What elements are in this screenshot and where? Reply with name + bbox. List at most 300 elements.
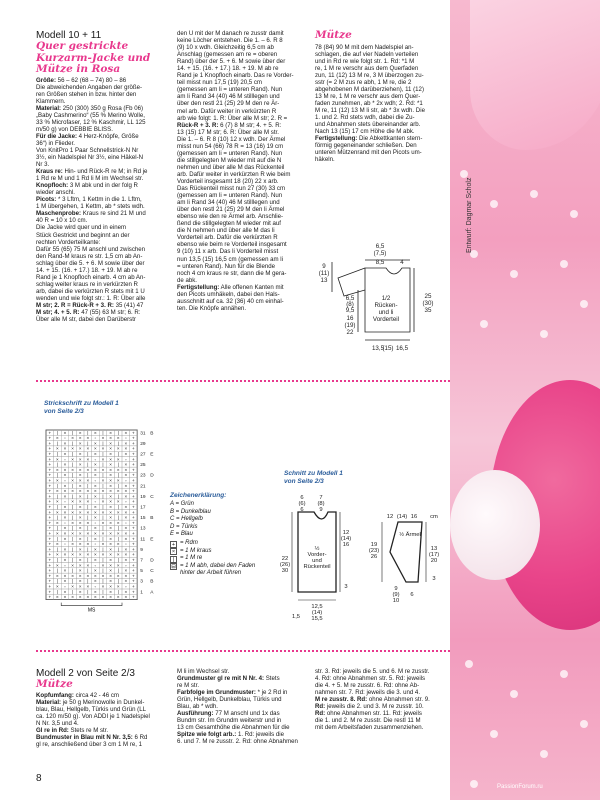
chart-stitch: | (117, 589, 119, 595)
model-script-title-1: Quer gestrickte (36, 40, 129, 52)
chart-stitch: × (116, 488, 120, 494)
chart-stitch: × (71, 446, 74, 452)
chart-stitch: × (71, 488, 74, 494)
instruction-line: M li im Wechsel str. (177, 668, 230, 675)
chart-stitch: | (87, 462, 89, 468)
chart-stitch: × (94, 515, 97, 521)
chart-stitch: | (71, 546, 74, 552)
chart-stitch: ▫ (124, 520, 127, 526)
chart-stitch: × (86, 520, 90, 526)
chart-stitch: × (56, 562, 59, 568)
chart-stitch: | (102, 504, 104, 510)
svg-text:13,5: 13,5 (371, 345, 385, 352)
chart-stitch: × (124, 493, 128, 499)
instruction-line: und in Rd re wie folgt str. 1. Rd: *1 M (315, 57, 415, 65)
chart-stitch: ▫ (64, 520, 66, 526)
chart-row-number: 19 (140, 494, 146, 500)
chart-stitch: + (132, 440, 135, 446)
legend-color-e: E = Blau (170, 531, 193, 538)
chart-stitch: × (56, 531, 59, 536)
instruction-line: Die Jacke wird quer und in einem (36, 224, 127, 232)
chart-stitch: × (124, 467, 128, 473)
chart-stitch: + (132, 594, 135, 600)
instruction-line: ebenso wie beim re Vorderteil insgesamt (177, 241, 287, 249)
chart-stitch: + (132, 546, 135, 552)
chart-stitch: × (109, 520, 112, 526)
svg-text:22: 22 (281, 556, 289, 562)
chart-stitch: × (109, 435, 112, 441)
svg-text:12: 12 (342, 530, 350, 536)
chart-stitch: | (56, 430, 59, 436)
svg-text:7: 7 (319, 495, 323, 501)
svg-text:(17): (17) (428, 552, 440, 558)
chart-stitch: × (116, 467, 120, 473)
svg-text:26: 26 (370, 554, 378, 560)
chart-stitch: × (78, 536, 82, 542)
chart-stitch: | (56, 493, 59, 499)
chart-stitch: × (86, 467, 90, 473)
chart-stitch: × (78, 531, 82, 536)
chart-stitch: × (56, 520, 59, 526)
chart-stitch: | (87, 515, 89, 521)
chart-stitch: + (132, 430, 135, 436)
instruction-line: 13 (15) 17 M str; 6. R: Über alle M str. (177, 128, 279, 136)
chart-stitch: × (94, 552, 97, 558)
instruction-line: Ausführung: 77 M anschl und 1x das (177, 710, 280, 718)
chart-stitch: × (101, 594, 105, 600)
chart-stitch: + (132, 568, 135, 574)
chart-stitch: × (109, 446, 112, 452)
chart-stitch: ▫ (94, 456, 97, 462)
svg-text:Rückenteil: Rückenteil (303, 564, 331, 570)
chart-stitch: × (86, 562, 90, 568)
chart-stitch: | (102, 440, 104, 446)
chart-stitch: × (109, 525, 112, 531)
instruction-line: 36“) in Flieder. (36, 139, 75, 147)
chart-stitch: ▫ (94, 435, 97, 441)
model-script-title-2: Kurzarm-Jacke und (36, 51, 151, 64)
chart-stitch: × (124, 509, 128, 515)
chart-stitch: + (48, 478, 52, 483)
instruction-line: Anschlag (gemessen am re = oberen (177, 51, 278, 59)
chart-row-number: 29 (140, 441, 146, 447)
chart-stitch: × (63, 483, 67, 489)
chart-stitch: | (56, 568, 59, 574)
chart-stitch: × (116, 541, 120, 547)
svg-text:4: 4 (400, 259, 404, 266)
chart-stitch: × (124, 573, 128, 579)
instruction-line: den Rand-M kraus re str. 1,5 cm ab An- (36, 252, 143, 260)
instruction-line: 6. und 7. M re zusstr. 2. Rd: ohne Abnahmen (177, 738, 298, 746)
chart-stitch: | (71, 430, 74, 436)
chart-stitch: + (132, 472, 135, 478)
edge-stitch-icon: + (171, 541, 176, 548)
instruction-line: re, 1 M re verschr aus dem Querfaden (315, 64, 419, 72)
chart-stitch: × (94, 440, 97, 446)
chart-stitch: × (109, 552, 112, 558)
chart-stitch: × (63, 578, 67, 584)
chart-stitch: | (102, 451, 104, 457)
svg-text:(14): (14) (311, 610, 323, 616)
svg-text:6: 6 (300, 495, 304, 501)
chart-stitch: | (87, 536, 89, 542)
chart-stitch: | (56, 504, 59, 510)
chart-stitch: ▫ (124, 435, 127, 441)
svg-text:(8): (8) (346, 301, 354, 308)
svg-text:(30): (30) (422, 300, 434, 307)
jacket-schematic (310, 240, 448, 370)
chart-stitch: + (48, 499, 52, 505)
chart-stitch: × (63, 531, 67, 536)
chart-stitch: | (117, 568, 119, 574)
chart-stitch: × (116, 509, 120, 515)
chart-stitch: ▫ (124, 541, 127, 547)
chart-stitch: × (78, 525, 82, 531)
instruction-line: den Picots umhäkeln, dabei den Hals- (177, 290, 280, 298)
svg-text:9: 9 (319, 507, 323, 513)
instruction-line: 9 (10) 11 x arb. Das li Vorderteil misst (177, 248, 279, 256)
chart-stitch: × (94, 472, 97, 478)
chart-stitch: × (63, 472, 67, 478)
chart-stitch: × (86, 488, 90, 494)
chart-stitch: × (101, 509, 105, 515)
chart-stitch: × (71, 456, 74, 462)
chart-stitch: × (94, 578, 97, 584)
instruction-line: m/50 g) von DEBBIE BLISS. (36, 125, 113, 133)
chart-stitch: + (132, 562, 135, 568)
instruction-line: nun 13,5 (15) 16,5 cm (gemessen am li (177, 255, 284, 263)
instruction-line: Picots: * 3 Lftm, 1 Kettm in die 1. Lftm, (36, 196, 142, 204)
instruction-line: 4. Rd: ohne Abnahmen str. 5. Rd: jeweils (315, 675, 426, 683)
svg-text:13: 13 (320, 277, 328, 284)
instruction-line: Das Rückenteil misst nun 27 (30) 33 cm (177, 185, 286, 193)
chart-stitch: × (124, 446, 128, 452)
chart-stitch: × (71, 520, 74, 526)
chart-stitch: + (132, 578, 135, 584)
chart-stitch: | (117, 525, 119, 531)
chart-stitch: | (71, 493, 74, 499)
svg-text:(19): (19) (344, 322, 356, 329)
chart-stitch: × (56, 499, 59, 505)
chart-stitch: + (132, 552, 135, 558)
chart-stitch: | (102, 546, 104, 552)
chart-stitch: + (48, 573, 52, 579)
chart-stitch: | (56, 525, 59, 531)
chart-stitch: × (124, 536, 128, 542)
chart-stitch: | (117, 536, 119, 542)
chart-stitch: | (71, 568, 74, 574)
instruction-line: Über alle M str, dabei den Darüberstr (36, 316, 136, 324)
chart-stitch: × (124, 504, 128, 510)
chart-stitch: × (116, 456, 120, 462)
chart-stitch: | (87, 525, 89, 531)
chart-stitch: × (116, 499, 120, 505)
chart-stitch: × (94, 557, 97, 563)
instruction-line: ren Größen stehen in bzw. hinter den (36, 90, 137, 98)
chart-stitch: × (63, 446, 67, 452)
chart-stitch: × (116, 435, 120, 441)
instruction-line: 78 (84) 90 M mit dem Nadelspiel an- (315, 43, 414, 51)
chart-row-color: C (150, 569, 154, 575)
chart-stitch: | (87, 483, 89, 489)
chart-stitch: × (71, 562, 74, 568)
chart-stitch: × (78, 520, 82, 526)
chart-stitch: × (124, 594, 128, 600)
chart-stitch: × (56, 467, 59, 473)
svg-text:½: ½ (314, 546, 320, 552)
instruction-line: 14. + 15. (16. + 17.) 18. + 19. M ab re (177, 65, 279, 73)
chart-legend (170, 492, 270, 578)
chart-stitch: + (48, 594, 52, 600)
chart-stitch: × (56, 435, 59, 441)
chart-stitch: + (48, 493, 52, 499)
instruction-line: ßend die stillgelegten M wieder mit auf (177, 220, 281, 228)
chart-stitch: × (94, 568, 97, 574)
chart-stitch: × (109, 541, 112, 547)
svg-text:16: 16 (346, 315, 354, 322)
chart-stitch: + (132, 589, 135, 595)
instruction-line: die 4. + 5. M re zusstr. 6. Rd: ohne Ab- (315, 682, 420, 690)
legend-color-c: C = Hellgelb (170, 516, 203, 523)
chart-stitch: + (132, 446, 135, 452)
instruction-line: nahmen str. 7. Rd: jeweils die 3. und 4. (315, 689, 421, 697)
chart-stitch: × (78, 472, 82, 478)
legend-symbol: × = 1 M kraus (171, 547, 212, 556)
chart-stitch: | (71, 451, 74, 457)
chart-row-number: 15 (140, 516, 146, 522)
svg-text:6: 6 (300, 507, 304, 513)
chart-stitch: | (71, 483, 74, 489)
instruction-line: Von KnitPro 1 Paar Schnellstrick-N Nr (36, 146, 139, 154)
chart-stitch: | (71, 472, 74, 478)
chart-stitch: + (132, 525, 135, 531)
chart-stitch: × (63, 552, 67, 558)
instruction-line: Stück Gestrickt und beginnt an der (36, 231, 130, 239)
chart-stitch: ▫ (64, 541, 66, 547)
instruction-line: Blau, ab * wdh. (177, 703, 218, 711)
chart-row-number: 17 (140, 505, 146, 511)
chart-stitch: ▫ (94, 584, 97, 589)
svg-text:15,5: 15,5 (311, 616, 323, 622)
chart-stitch: × (109, 584, 112, 589)
chart-stitch: × (124, 483, 128, 489)
chart-stitch: | (87, 578, 89, 584)
chart-stitch: × (86, 584, 90, 589)
chart-stitch: × (78, 478, 82, 483)
section-divider (36, 380, 450, 382)
chart-stitch: ▫ (124, 499, 127, 505)
chart-stitch: × (109, 573, 112, 579)
chart-stitch: × (94, 536, 97, 542)
svg-text:(7,5): (7,5) (373, 250, 387, 257)
chart-stitch: | (117, 430, 119, 436)
chart-stitch: + (132, 483, 135, 489)
chart-stitch: × (56, 478, 59, 483)
chart-stitch: × (94, 531, 97, 536)
dot-pattern (510, 270, 518, 278)
chart-stitch: + (132, 478, 135, 483)
chart-stitch: × (124, 557, 128, 563)
instruction-line: Die abweichenden Angaben der größe- (36, 83, 143, 91)
chart-row-number: 5 (140, 569, 143, 575)
model-script-title-3: Mütze in Rosa (36, 63, 121, 75)
instruction-line: sstr (= 2 M zus re abh, 1 M re, die 2 (315, 78, 412, 86)
model-2-heading: Modell 2 von Seite 2/3 (36, 668, 135, 679)
chart-stitch: × (63, 536, 67, 542)
instruction-line: 3½, ein Nadelspiel Nr 3½, eine Häkel-N (36, 154, 144, 162)
instruction-line: ebenso wie den re Ärmel arb. Anschlie- (177, 213, 284, 221)
svg-text:16: 16 (342, 542, 350, 548)
instruction-line: Farbfolge im Grundmuster: * je 2 Rd in (177, 689, 288, 697)
chart-stitch: + (48, 531, 52, 536)
chart-stitch: × (94, 493, 97, 499)
chart-stitch: × (94, 451, 97, 457)
chart-stitch: | (117, 462, 119, 468)
instruction-line: Rück-R + 3. R: 6 (7) 8 M str; 4. + 5. R: (177, 121, 282, 129)
chart-stitch: × (109, 440, 112, 446)
chart-stitch: × (116, 478, 120, 483)
chart-stitch: × (78, 446, 82, 452)
ms-bracket (61, 603, 122, 606)
chart-stitch: + (132, 531, 135, 536)
instruction-line: zun, 11 (12) 13 M re, 3 M überzogen zu- (315, 71, 424, 79)
chart-stitch: + (48, 589, 52, 595)
chart-stitch: × (86, 446, 90, 452)
chart-stitch: × (109, 536, 112, 542)
instruction-line: Gl re in Rd: Stets re M str. (36, 726, 109, 734)
instruction-line: M re, 11 (12) 13 M li str, ab * 3x wdh. Die (315, 106, 425, 114)
chart-stitch: + (132, 499, 135, 505)
muetze-instructions-column (315, 30, 440, 163)
chart-stitch: × (78, 568, 82, 574)
instruction-line: schlag weiter kraus re in verkürzten R (36, 280, 138, 288)
chart-stitch: × (109, 467, 112, 473)
chart-stitch: + (48, 520, 52, 526)
chart-stitch: × (63, 568, 67, 574)
chart-row-color: D (150, 558, 154, 564)
chart-stitch: + (132, 456, 135, 462)
chart-stitch: | (56, 515, 59, 521)
chart-stitch: × (63, 589, 67, 595)
dot-pattern (560, 260, 568, 268)
chart-stitch: + (48, 578, 52, 584)
chart-stitch: + (48, 456, 52, 462)
svg-text:(15): (15) (382, 345, 394, 352)
svg-text:(6): (6) (298, 501, 306, 507)
chart-stitch: | (102, 525, 104, 531)
instruction-line: keine Löcher entstehen. Die 1. – 6. R 8 (177, 37, 283, 45)
chart-stitch: × (109, 589, 112, 595)
dot-pattern (560, 670, 568, 678)
instruction-line: Die 1. – 6. R 8 (10) 12 x wdh. Der Ärmel (177, 135, 286, 143)
chart-stitch: × (86, 531, 90, 536)
svg-text:und li: und li (378, 309, 394, 316)
chart-stitch: × (71, 584, 74, 589)
chart-stitch: + (48, 430, 52, 436)
chart-stitch: × (109, 509, 112, 515)
chart-stitch: × (78, 430, 82, 436)
chart-stitch: × (71, 467, 74, 473)
chart-stitch: + (48, 584, 52, 589)
chart-stitch: × (78, 483, 82, 489)
svg-text:cm: cm (430, 514, 438, 520)
chart-stitch: + (48, 462, 52, 468)
instruction-line: arb. Dafür weiter in verkürzten R wie beim (177, 170, 291, 178)
chart-stitch: × (124, 472, 128, 478)
chart-stitch: × (86, 509, 90, 515)
chart-stitch: × (63, 467, 67, 473)
instruction-line: Vorderteil arb. Dafür die verkürzten R (177, 234, 278, 242)
chart-stitch: + (132, 493, 135, 499)
chart-stitch: × (101, 584, 105, 589)
chart-stitch: | (71, 536, 74, 542)
chart-stitch: × (101, 478, 105, 483)
instruction-line: am li Rand 34 (40) 46 M stilllegen und (177, 93, 280, 101)
chart-stitch: × (63, 493, 67, 499)
legend-color-d: D = Türkis (170, 523, 198, 530)
ms-label: MS (87, 607, 96, 614)
chart-stitch: + (132, 488, 135, 494)
instruction-line: Fertigstellung: Die Abkettkanten stern- (315, 135, 423, 143)
chart-stitch: × (78, 578, 82, 584)
chart-stitch: × (78, 499, 82, 505)
chart-stitch: × (71, 594, 74, 600)
chart-stitch: × (109, 578, 112, 584)
svg-text:3: 3 (432, 576, 436, 582)
dot-pattern (490, 730, 498, 738)
chart-stitch: ▫ (64, 456, 66, 462)
legend-symbol: ⊟ = 1 M abh, dabei den Faden hinter der Arbeit führen (171, 562, 256, 577)
instruction-line: Bundmuster in Blau mit N Nr. 3,5: 6 Rd (36, 733, 148, 741)
model-2-column (36, 668, 161, 748)
chart-stitch: × (124, 515, 128, 521)
legend-symbol: + = Rdm (171, 540, 198, 548)
chart-row-color: C (150, 494, 154, 500)
instruction-line: blau, Blau, Hellgelb, Türkis und Grün (LL (36, 705, 146, 713)
legend-symbol: | = 1 M re (170, 555, 270, 563)
chart-stitch: × (109, 493, 112, 499)
svg-text:6: 6 (410, 592, 414, 598)
chart-stitch: × (124, 462, 128, 468)
chart-stitch: × (101, 541, 105, 547)
chart-stitch: × (94, 525, 97, 531)
chart-stitch: × (109, 483, 112, 489)
chart-stitch: × (63, 430, 67, 436)
dot-pattern (510, 690, 518, 698)
chart-stitch: × (86, 573, 90, 579)
chart-stitch: × (78, 462, 82, 468)
chart-stitch: | (102, 589, 104, 595)
chart-stitch: × (94, 594, 97, 600)
chart-stitch: | (117, 578, 119, 584)
svg-text:Vorderteil: Vorderteil (372, 316, 400, 323)
chart-stitch: × (63, 504, 67, 510)
dot-pattern (490, 200, 498, 208)
instruction-line: 13 cm Gesamthöhe die Abnahmen für die (177, 724, 290, 732)
chart-row-number: 13 (140, 526, 146, 532)
instruction-line: Rd: jeweils die 2. und 3. M re zusstr. 10. (315, 703, 424, 711)
chart-stitch: | (56, 557, 59, 563)
chart-stitch: × (116, 573, 120, 579)
chart-stitch: × (109, 504, 112, 510)
chart-stitch: × (86, 552, 90, 558)
chart-stitch: × (63, 573, 67, 579)
chart-row-number: 11 (140, 537, 146, 543)
designer-credit: Entwurf: Dagmar Scholz (466, 177, 473, 253)
chart-stitch: | (102, 493, 104, 499)
chart-stitch: × (124, 451, 128, 457)
chart-stitch: × (78, 456, 82, 462)
